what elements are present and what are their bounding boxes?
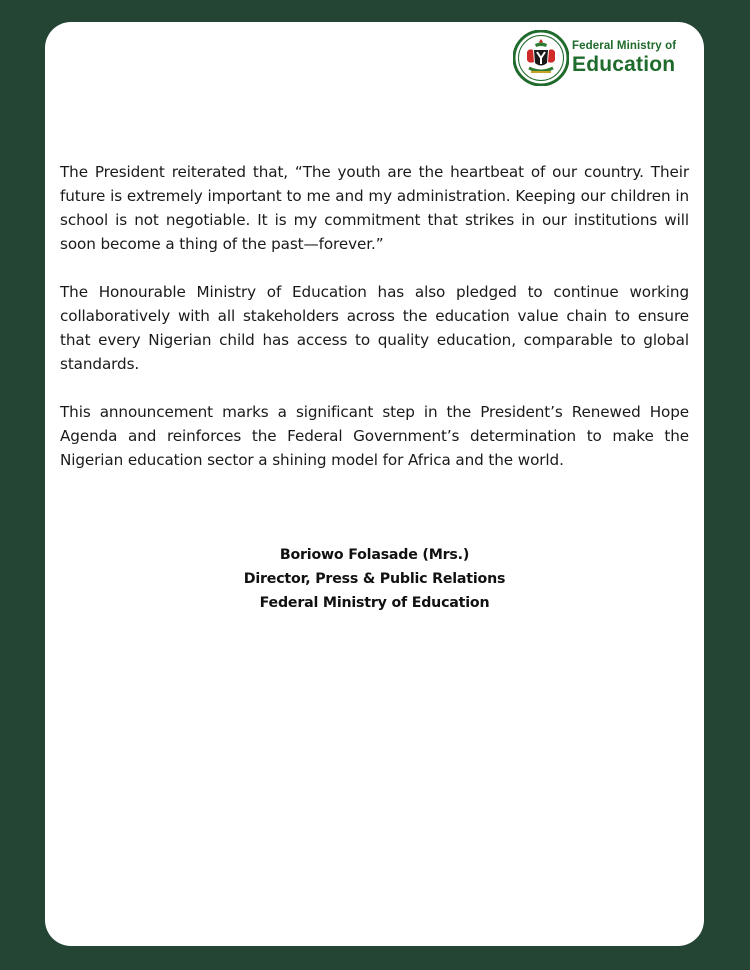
paragraph-president-quote: The President reiterated that, “The youth are the heartbeat of our country. Their future is extremely important to me and my administration. Keeping our children in school is not negotiable. It is my commitment that strikes in our institutions will soon become a thing of the past—forever.” [60, 163, 689, 253]
coat-of-arms-icon [513, 30, 569, 86]
signatory-name: Boriowo Folasade (Mrs.) [279, 547, 470, 563]
document-page [45, 22, 704, 946]
ministry-logo [513, 30, 676, 86]
signatory-organization: Federal Ministry of Education [259, 595, 490, 611]
logo-education-label: Education [572, 53, 676, 77]
logo-ministry-label: Federal Ministry of [572, 39, 677, 52]
paragraph-announcement: This announcement marks a significant step in the President’s Renewed Hope Agenda and reinforces the Federal Government’s determination to make the Nigerian education sector a shining model for Africa and the world. [60, 403, 689, 469]
paragraph-ministry-pledge: The Honourable Ministry of Education has also pledged to continue working collaboratively with all stakeholders across the education value chain to ensure that every Nigerian child has access to quality education, comparable to global standards. [60, 283, 689, 373]
signatory-title: Director, Press & Public Relations [243, 571, 506, 587]
press-release-body [60, 160, 689, 496]
signature-block [45, 543, 704, 615]
